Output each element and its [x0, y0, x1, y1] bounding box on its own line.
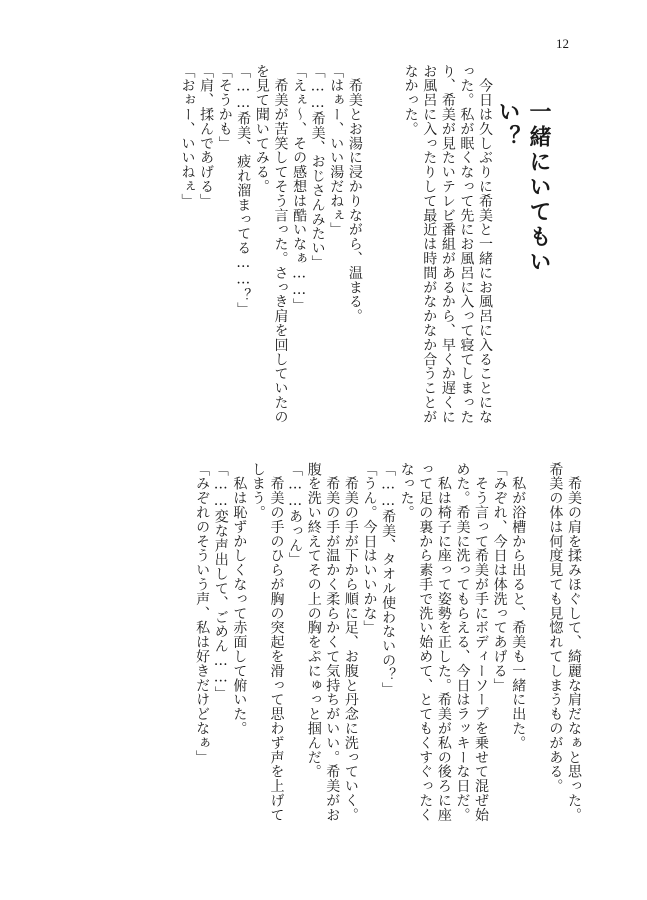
body-text-lower: 希美の肩を揉みほぐして、綺麗な肩だなぁと思った。 希美の体は何度見ても見惚れてしまうものがある。 私が浴槽から出ると、希美も一緒に出た。 「みぞれ、今日は体洗ってあげる」 そう言って希美が手にボディーソープを乗せて混ぜ始 めた。希美に洗ってもらえる、今日はラッキーな日だ。 私は椅子に座って姿勢を正した。希美が私の後ろに座 って足の裏から素手で洗い始めて、とてもくすぐったく なった。 「……希美、タオル使わないの？」 「うん。今日はいいかな」 希美の手が下から順に足、お腹と丹念に洗っていく。 希美の手が温かく柔らかくて気持ちがいい。希美がお 腹を洗い終えてその上の胸をぷにゅっと掴んだ。 「……あっん」 希美の手のひらが胸の突起を滑って思わず声を上げて しまう。 私は恥ずかしくなって赤面して俯いた。 「……変な声出して、ごめん……」 「みぞれのそういう声、私は好きだけどなぁ」 [194, 462, 582, 822]
body-text-upper: 今日は久しぶりに希美と一緒にお風呂に入ることにな った。私が眠くなって先にお風呂に入って寝てしまった り、希美が見たいテレビ番組があるから、早くか遅くに お風呂に入ったりして最近は時間がなかなか合うことが なかった。 希美とお湯に浸かりながら、温まる。 「はぁー、いい湯だねぇ」 「……希美、おじさんみたい」 「えぇ〜、その感想は酷いなぁ……」 希美が苦笑してそう言った。さっき肩を回していたの を見て聞いてみる。 「……希美、疲れ溜まってる……？」 「そうかも」 「肩、揉んであげる」 「おぉー、いいねぇ」 [179, 64, 493, 424]
page-number: 12 [556, 36, 569, 51]
chapter-title: 一緒にいてもいい？ [495, 100, 552, 275]
